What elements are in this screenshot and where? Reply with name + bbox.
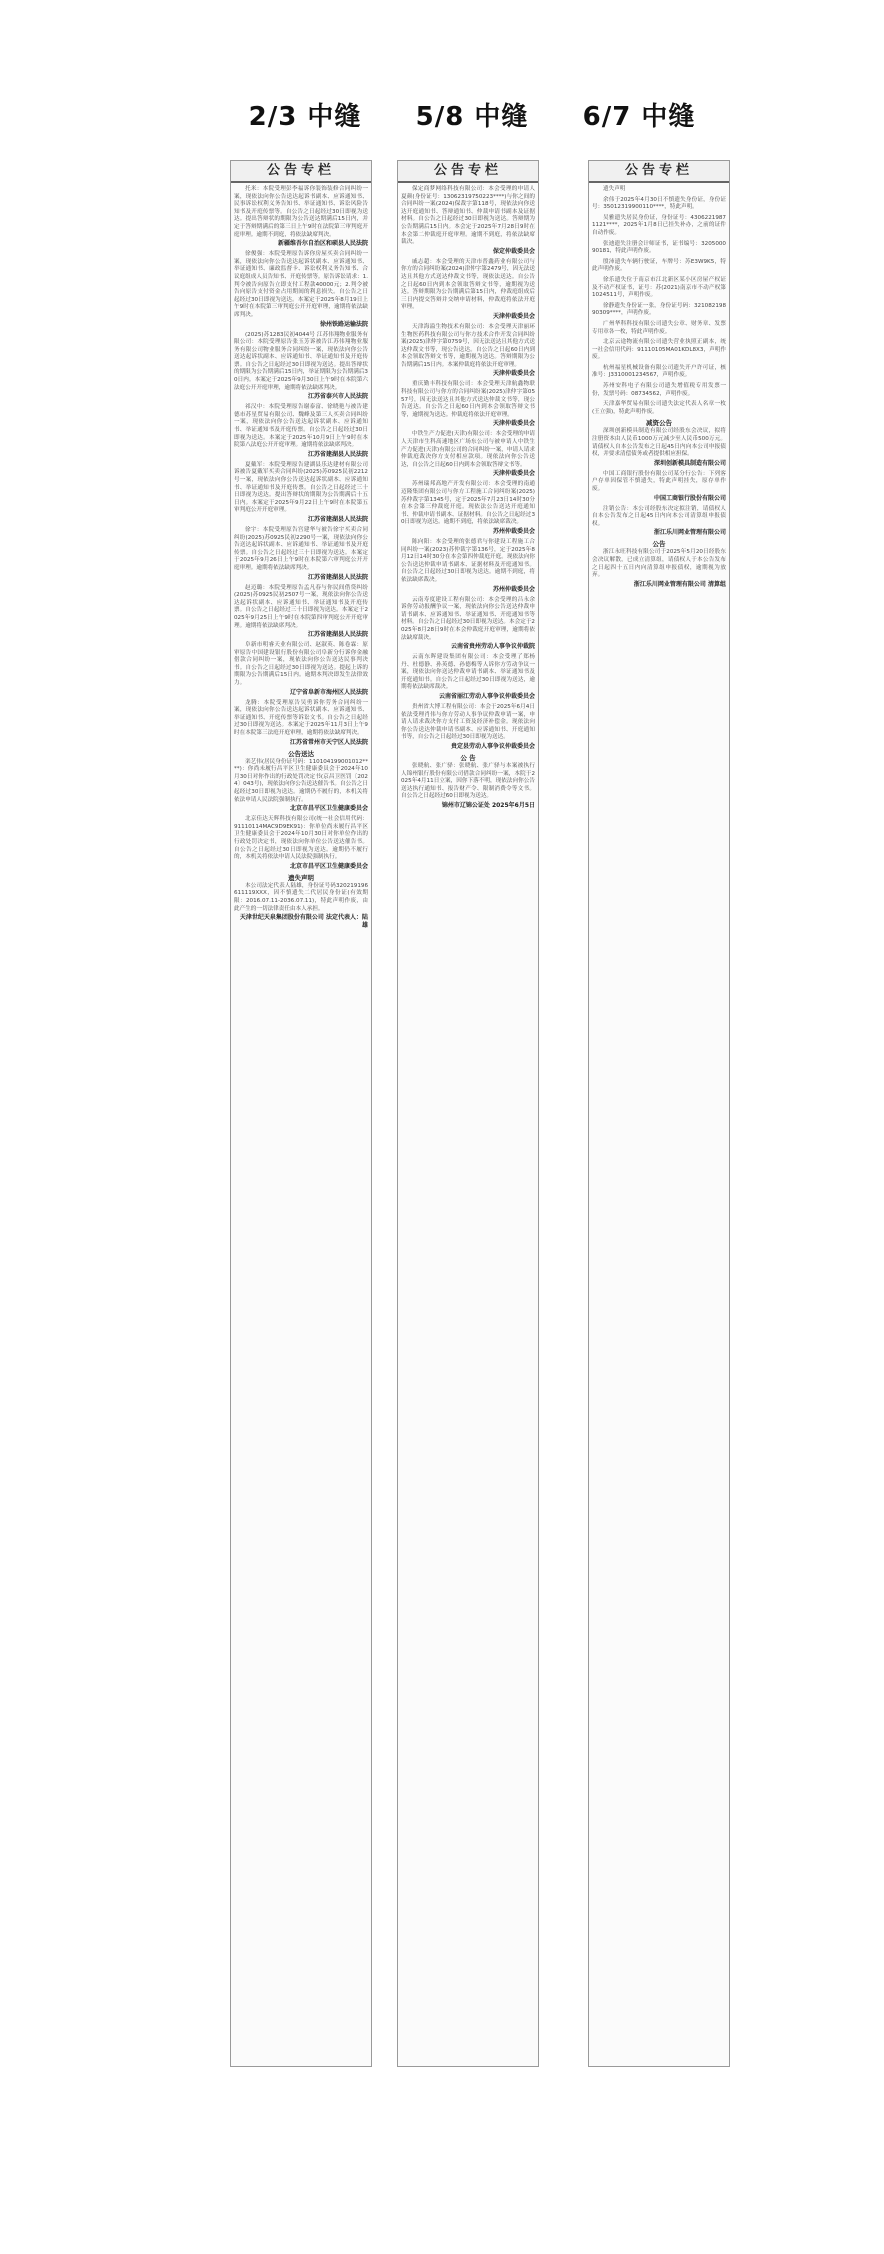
notice-item xyxy=(592,303,726,318)
notice-text: 殷沛遗失车辆行驶证，车牌号：苏E3W9K5，特此声明作废。 xyxy=(592,258,726,273)
notice-text: 广州华科科技有限公司遗失公章、财务章、发票专用章各一枚，特此声明作废。 xyxy=(592,320,726,335)
notice-text: 张晓航、张广驿：张晓航、张广驿与本案被执行人锦州银行股份有限公司借款合同纠纷一案，本院于2025年4月11日立案，因你下落不明，现依法向你公告送达执行通知书、报告财产令、限制消费令等文书。自公告之日起经过60日即视为送达。 xyxy=(401,763,535,800)
notice-text: 祁汉中：本院受理原告谢泰富、徐晓艳与被告建德市苏星贸易有限公司、魏峰及第三人买卖合同纠纷一案，现依法向你公告送达起诉状副本、应诉通知书、举证通知书及开庭传票。自公告之日起经过30日即视为送达。本案定于2025年10月9日上午9时在本院第八法庭公开开庭审理。逾期将依法缺席判决。 xyxy=(234,404,368,449)
notice-column xyxy=(230,160,372,2067)
notice-item xyxy=(234,186,368,248)
notice-text: 浙江永旺科技有限公司于2025年5月20日经股东会决议解散，已成立清算组，请债权人于本公告发布之日起四十五日内向清算组申报债权，逾期视为放弃。 xyxy=(592,549,726,579)
notice-item xyxy=(592,401,726,416)
notice-text: 北京佳达天辉科技有限公司(统一社会信用代码：91110114MAC9D9EK91)：你单位尚未履行昌平区卫生健康委员会于2024年10月30日对你单位作出的行政处罚决定书，现依法向你单位公告送达催告书。自公告之日起经过30日即视为送达。逾期仍不履行的，本机关将依法申请人民法院强制执行。 xyxy=(234,816,368,861)
column-body xyxy=(589,183,729,589)
notice-text: 栾艺伟(居民身份证号码：110104199001012****)：你尚未履行昌平区卫生健康委员会于2024年10月30日对你作出的行政处罚决定书(京昌卫医罚〔2024〕043号)，现依法向你公告送达催告书。自公告之日起经过30日即视为送达。逾期仍不履行的，本机关将依法申请人民法院强制执行。 xyxy=(234,758,368,803)
notice-item xyxy=(234,462,368,524)
notice-item xyxy=(234,527,368,582)
notice-item xyxy=(592,506,726,538)
notice-heading: 公告 xyxy=(652,540,666,549)
notice-item xyxy=(401,324,535,379)
notice-item xyxy=(401,539,535,594)
notice-item xyxy=(401,381,535,428)
notice-signature: 新疆维吾尔自治区和硕县人民法院 xyxy=(277,240,368,248)
notice-signature: 浙江乐川网业管理有限公司 xyxy=(653,529,726,537)
notice-signature: 贵定县劳动人事争议仲裁委员会 xyxy=(450,743,535,751)
notice-signature: 天津世纪天泉集团股份有限公司 法定代表人：陆雄 xyxy=(239,914,368,930)
notice-signature: 江苏省建湖县人民法院 xyxy=(307,515,368,523)
notice-text: 苏州瑞邦高地产开发有限公司：本会受理的南通迈隆集团有限公司与你方工程施工合同纠纷案(2025)苏仲裁字第1345号，定于2025年7月23日14时30分在本会第三仲裁庭开庭。现依法公告送达开庭通知书、仲裁申请书副本、证据材料。自公告之日起经过30日即视为送达。逾期不到庭，将依法缺席裁决。 xyxy=(401,481,535,526)
notice-item xyxy=(401,654,535,701)
notice-column xyxy=(397,160,539,2067)
notice-signature: 江苏省建湖县人民法院 xyxy=(307,450,368,458)
notice-text: 苏州安科电子有限公司遗失增值税专用发票一份，发票号码：08734562，声明作废。 xyxy=(592,383,726,397)
notice-text: 云南东晖建设集团有限公司：本会受理了郑杨丹、杜德静、孙英德、孙德梅等人诉你方劳动争议一案，现依法向你送达仲裁申请书副本、举证通知书及开庭通知书。自公告之日起经过30日即视为送达，逾期将依法缺席裁决。 xyxy=(401,654,535,691)
notice-text: 遗失声明 xyxy=(603,186,626,192)
notice-text: 吴雅遗失居民身份证，身份证号：43062219871121****，2025年1月8日已挂失补办，之前的证件自动作废。 xyxy=(592,214,726,236)
notice-text: 余伟于2025年4月30日不慎遗失身份证，身份证号：35012319900110****，特此声明。 xyxy=(592,196,726,211)
notice-text: 注销公告：本公司经股东决定拟注销，请债权人自本公告发布之日起45日内向本公司清算组申报债权。 xyxy=(592,505,726,527)
notice-text: 托米：本院受理彭李福诉你装饰装修合同纠纷一案，现依法向你公告送达起诉书副本、应诉通知书、民事诉讼权利义务告知书、举证通知书、诉讼风险告知书及开庭传票等。自公告之日起经过30日即视为送达。提出答辩状的期限为公告送达期满后15日内，并定于答辩期满后的第三日上午9时在法院第三审判庭开庭审理。逾期不到庭，将依法缺席判决。 xyxy=(234,186,368,238)
notice-signature: 北京市昌平区卫生健康委员会 xyxy=(289,862,368,870)
notice-signature: 江苏省常州市天宁区人民法院 xyxy=(289,738,368,746)
notice-text: 天津海溢生物技术有限公司：本会受理天津丽环生物医药科技有限公司与你方技术合作开发合同纠纷案(2025)津仲字第0759号，因无法送达且其他方式送达仲裁文书等，现公告送达。自公告之日起60日内到本会领取答辩文书等，逾期视为送达。答辩期限为公告期满后15日内。本案仲裁庭将依法开庭审理。 xyxy=(401,323,535,368)
notice-signature: 苏州仲裁委员会 xyxy=(492,527,535,535)
notice-text: 徐宇：本院受理原告宫建华与被告徐宇买卖合同纠纷(2025)苏0925民初2290号一案，现依法向你公告送达起诉状副本、应诉通知书、举证通知书及开庭传票。自公告之日起经过三十日即视为送达。本案定于2025年9月26日上午9时在本院第六审判庭公开开庭审理。逾期将依法缺席判决。 xyxy=(234,526,368,571)
notice-item xyxy=(234,642,368,697)
notice-item xyxy=(592,197,726,212)
column-header: 公告专栏 xyxy=(231,161,371,183)
notice-item xyxy=(234,816,368,871)
notice-signature: 北京市昌平区卫生健康委员会 xyxy=(289,805,368,813)
notice-item xyxy=(401,186,535,256)
notice-signature: 江苏省建湖县人民法院 xyxy=(307,631,368,639)
notice-item xyxy=(592,321,726,336)
notice-text: 中铁生产力促进(天津)有限公司：本会受理的申请人天津市生科高速地区广场东公司与被申请人中铁生产力促进(天津)有限公司的合同纠纷一案，申请人请求仲裁庭裁决你方支付相应款项。现依法向你公告送达，自公告之日起60日内到本会领取答辩文书等。 xyxy=(401,431,535,468)
notice-text: 阜新市明睿天业有限公司、赵淑英、陈卷霖：原审原告中国建设银行股份有限公司阜新分行诉你金融借款合同纠纷一案，现依法向你公告送达民事判决书。自公告之日起经过30日即视为送达。提起上诉的期限为公告期满后15日内。逾期本判决即发生法律效力。 xyxy=(234,642,368,687)
notice-item xyxy=(401,481,535,536)
notice-text: 中国工商银行股份有限公司某分行公告：下列客户存单因保管不慎遗失，特此声明挂失，原存单作废。 xyxy=(592,470,726,492)
notice-text: 戚志超：本会受理的天津市普鑫药业有限公司与你方的合同纠纷案(2024)津仲字第2479号，因无法送达且其他方式送达仲裁文书等，现依法送达。自公告之日起60日内到本会领取答辩文书等，逾期视为送达。答辩期限为公告期满后第15日内，仲裁庭组成后三日内提交答辩并交纳申请材料，仲裁庭将依法开庭审理。 xyxy=(401,258,535,311)
notice-signature: 江苏省建湖县人民法院 xyxy=(307,573,368,581)
notice-text: 杭州福星机械设备有限公司遗失开户许可证，核准号：J3310001234567，声明作废。 xyxy=(592,364,726,379)
notice-text: 天津嘉华贸易有限公司遗失法定代表人名章一枚(王立强)，特此声明作废。 xyxy=(592,401,726,415)
notice-heading: 公告送达 xyxy=(288,749,314,758)
notice-text: 重庆勤丰科技有限公司：本会受理天津航鑫物联科技有限公司与你方的合同纠纷案(2025)津仲字第0557号，因无法送达且其他方式送达仲裁文书等，现公告送达。自公告之日起60日内到本会领取答辩文书等，逾期视为送达。仲裁庭将依法开庭审理。 xyxy=(401,381,535,418)
notice-item xyxy=(234,404,368,459)
notice-item xyxy=(234,883,368,930)
notice-signature: 云南省贵州劳动人事争议仲裁院 xyxy=(450,643,535,651)
notice-item xyxy=(234,759,368,814)
notice-item xyxy=(592,428,726,467)
notice-item xyxy=(592,471,726,503)
notice-heading: 遗失声明 xyxy=(288,873,314,882)
notice-text: 云南寿度建设工程有限公司：本会受理的吕永余诉你劳动报酬争议一案，现依法向你公告送达仲裁申请书副本、应诉通知书、举证通知书、开庭通知书等材料。自公告之日起经过30日即视为送达。本会定于2025年8月28日9时在本会仲裁庭开庭审理，逾期将依法缺席裁决。 xyxy=(401,596,535,641)
layout-title: 2/3 中缝 xyxy=(248,102,362,132)
notice-text: 龙腾：本院受理原告吴勇诉你劳务合同纠纷一案，现依法向你公告送达起诉状副本、应诉通知书、举证通知书、开庭传票等诉讼文书。自公告之日起经过30日即视为送达。本案定于2025年11月3日上午9时在本院第三法庭开庭审理，逾期将依法缺席判决。 xyxy=(234,699,368,737)
notice-column xyxy=(588,160,730,2067)
notice-item xyxy=(592,549,726,588)
notice-item xyxy=(592,365,726,380)
notice-text: 北京云途物流有限公司遗失营业执照正副本，统一社会信用代码：91110105MA01KDL8X3，声明作废。 xyxy=(592,339,726,361)
notice-signature: 辽宁省阜新市海州区人民法院 xyxy=(289,688,368,696)
notice-text: 徐乐遗失位于南京市江北新区某小区房屋产权证及不动产权证书，证号：苏(2021)南京市不动产权第1024511号，声明作废。 xyxy=(592,276,726,299)
notice-signature: 深圳创新模具制造有限公司 xyxy=(653,459,726,467)
notice-text: 保定商梦网络科技有限公司：本会受理的申请人夏颜(身份证号：13062319750223****)与你之间的合同纠纷一案(2024)保裁字第118号，现依法向你送达开庭通知书、答辩通知书、仲裁申请书副本及证据材料。自公告之日起经过30日即视为送达。答辩期为公告期满后15日内。本会定于2025年7月28日9时在本会第二仲裁庭开庭审理。逾期不到庭，将依法缺席裁决。 xyxy=(401,186,535,246)
notice-signature: 天津仲裁委员会 xyxy=(492,420,535,428)
notice-item xyxy=(592,339,726,362)
notice-signature: 浙江乐川网业管理有限公司 清算组 xyxy=(633,580,726,588)
notice-signature: 中国工商银行股份有限公司 xyxy=(653,494,726,502)
notice-text: 深圳创新模具制造有限公司经股东会决议，拟将注册资本由人民币1000万元减少至人民币500万元。请债权人自本公告发布之日起45日内向本公司申报债权，并要求清偿债务或者提供相应担保。 xyxy=(592,428,726,458)
notice-text: 徐俊强：本院受理原告诉你房屋买卖合同纠纷一案，现依法向你公告送达起诉状副本、应诉通知书、举证通知书、廉政监督卡、诉讼权利义务告知书、合议庭组成人员告知书、开庭传票等。原告诉讼请求：1.判令被告向原告立即支付工程款40000元；2.判令被告向原告支付资金占用期间的利息损失。自公告之日起经过30日即视为送达。本案定于2025年8月19日上午9时在本院第三审判庭公开开庭审理，逾期将依法缺席判决。 xyxy=(234,251,368,318)
notice-text: 张迪遗失注册会计师证书，证书编号：320500090181，特此声明作废。 xyxy=(592,240,726,255)
notice-text: 陈向阳：本会受理的张德君与你建设工程施工合同纠纷一案(2023)苏仲裁字第136号，定于2025年8月12日14时30分在本会第四仲裁庭开庭。现依法向你公告送达仲裁申请书副本、证据材料及开庭通知书。自公告之日起经过30日即视为送达。逾期不到庭，将依法缺席裁决。 xyxy=(401,538,535,583)
column-body xyxy=(231,183,371,930)
notice-text: (2025)苏1283民初4044号 江苏伟翔物业服务有限公司：本院受理原告张玉芳诉被告江苏伟翔物业服务有限公司物业服务合同纠纷一案，现依法向你公告送达起诉状副本、应诉通知书、举证通知书及开庭传票。自公告之日起经过30日即视为送达。提出答辩状的期限为公告期满后15日内，举证期限为公告期满后30日内。本案定于2025年9月30日上午9时在本院第六法庭公开开庭审理，逾期将依法缺席判决。 xyxy=(234,331,368,391)
column-header: 公告专栏 xyxy=(398,161,538,183)
notice-item xyxy=(234,700,368,747)
notice-item xyxy=(401,597,535,652)
notice-text: 夏戴军：本院受理原告建湖县乐达建材有限公司诉被告夏戴军买卖合同纠纷(2025)苏0925民初2212号一案，现依法向你公告送达起诉状副本、应诉通知书、举证通知书及开庭传票。自公告之日起经过三十日即视为送达。提出答辩状的期限为公告期满后十五日内。本案定于2025年9月22日上午9时在本院第五审判庭公开开庭审理。 xyxy=(234,461,368,514)
layout-title: 6/7 中缝 xyxy=(582,102,696,132)
notice-heading: 减资公告 xyxy=(646,419,672,428)
notice-item xyxy=(401,259,535,321)
notice-item xyxy=(234,585,368,640)
notice-signature: 苏州仲裁委员会 xyxy=(492,585,535,593)
notice-signature: 徐州铁路运输法院 xyxy=(319,320,368,328)
notice-item xyxy=(592,186,726,194)
notice-item xyxy=(234,251,368,328)
notice-signature: 天津仲裁委员会 xyxy=(492,370,535,378)
notice-signature: 保定仲裁委员会 xyxy=(492,247,535,255)
notice-item xyxy=(234,332,368,402)
notice-item xyxy=(401,763,535,810)
notice-text: 本公司法定代表人陆雄，身份证号码320219196611119XXX，因不慎遗失二代居民身份证(有效期限：2016.07.11-2036.07.11)，特此声明作废，由此产生的一切法律责任由本人承担。 xyxy=(234,882,368,912)
notice-item xyxy=(592,383,726,398)
column-header: 公告专栏 xyxy=(589,161,729,183)
notice-item xyxy=(401,704,535,751)
notice-signature: 天津仲裁委员会 xyxy=(492,470,535,478)
notice-signature: 锦州市辽锦公证处 2025年6月5日 xyxy=(441,802,535,809)
notice-item xyxy=(592,277,726,300)
notice-item xyxy=(592,259,726,274)
notice-item xyxy=(401,431,535,478)
notice-text: 赵迈璐：本院受理原告孟凡春与你民间借贷纠纷(2025)苏0925民初2507号一案，现依法向你公告送达起诉状副本、应诉通知书、举证通知书及开庭传票。自公告之日起经过三十日即视为送达。本案定于2025年9月25日上午9时在本院第四审判庭公开开庭审理。逾期将依法缺席判决。 xyxy=(234,584,368,629)
notice-item xyxy=(592,241,726,256)
column-body xyxy=(398,183,538,810)
notice-text: 徐静遗失身份证一张，身份证号码：32108219890309****，声明作废。 xyxy=(592,302,726,317)
notice-signature: 天津仲裁委员会 xyxy=(492,312,535,320)
notice-signature: 云南省丽江劳动人事争议仲裁委员会 xyxy=(438,693,535,701)
notice-heading: 公 告 xyxy=(460,754,476,763)
notice-signature: 江苏省泰兴市人民法院 xyxy=(307,393,368,401)
notice-item xyxy=(592,215,726,238)
notice-text: 贵州省大博工程有限公司：本会于2025年6月4日依法受理肖伟与你方劳动人事争议仲裁申请一案，申请人请求裁决你方支付工资及经济补偿金。现依法向你公告送达仲裁申请书副本、应诉通知书、开庭通知书等，自公告之日起经过30日即视为送达。 xyxy=(401,704,535,741)
layout-title: 5/8 中缝 xyxy=(415,102,529,132)
